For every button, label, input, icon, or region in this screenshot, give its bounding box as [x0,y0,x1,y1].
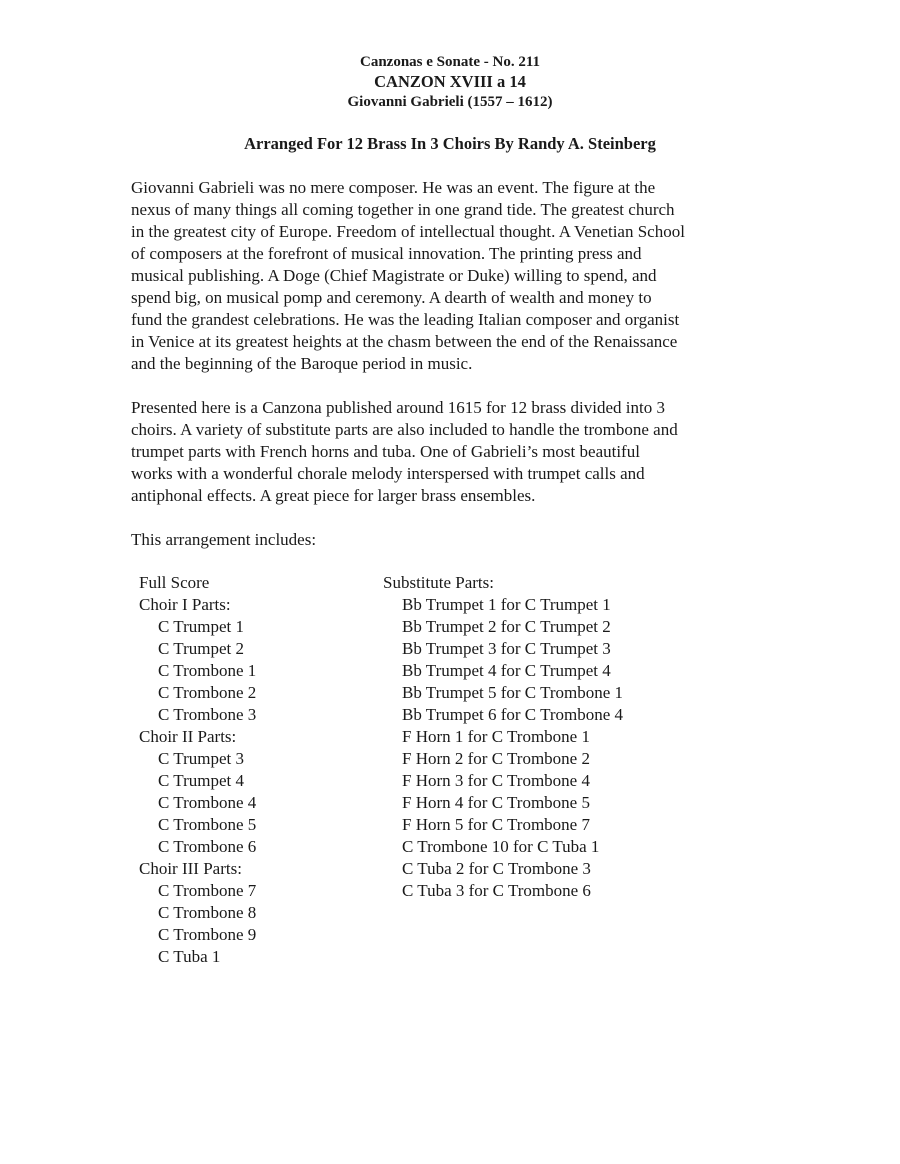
series-title: Canzonas e Sonate - No. 211 [359,54,540,70]
paragraph-line: spend big, on musical pomp and ceremony. A dearth of wealth and money to [131,288,652,307]
paragraph-line: of composers at the forefront of musical innovation. The printing press and [131,244,642,263]
paragraph-line: musical publishing. A Doge (Chief Magistrate or Duke) willing to spend, and [131,266,657,285]
substitute-part-item: Bb Trumpet 1 for C Trumpet 1 [402,595,611,614]
part-item: C Tuba 1 [158,947,221,966]
part-item: C Trombone 4 [158,793,257,812]
part-item: C Trumpet 3 [158,749,244,768]
arranger-line: Arranged For 12 Brass In 3 Choirs By Randy A. Steinberg [244,134,656,153]
paragraph-line: Giovanni Gabrieli was no mere composer. He was an event. The figure at the [131,178,656,197]
substitute-part-heading: Substitute Parts: [383,573,494,592]
substitute-part-item: F Horn 4 for C Trombone 5 [402,793,590,812]
part-item: C Trumpet 1 [158,617,244,636]
part-item: C Trombone 3 [158,705,257,724]
substitute-part-item: C Tuba 3 for C Trombone 6 [402,881,591,900]
substitute-part-item: F Horn 5 for C Trombone 7 [402,815,590,834]
substitute-part-item: F Horn 2 for C Trombone 2 [402,749,590,768]
part-item: C Trombone 6 [158,837,257,856]
paragraph-line: choirs. A variety of substitute parts are also included to handle the trombone and [131,420,678,439]
substitute-part-item: C Trombone 10 for C Tuba 1 [402,837,600,856]
intro-paragraph [131,177,771,375]
part-item: C Trumpet 2 [158,639,244,658]
substitute-part-item: Bb Trumpet 5 for C Trombone 1 [402,683,624,702]
part-item: C Trombone 5 [158,815,257,834]
paragraph-line: in Venice at its greatest heights at the chasm between the end of the Renaissance [131,332,678,351]
paragraph-line: trumpet parts with French horns and tuba. One of Gabrieli’s most beautiful [131,442,640,461]
part-item: C Trombone 1 [158,661,257,680]
substitute-part-item: F Horn 1 for C Trombone 1 [402,727,590,746]
substitute-part-item: C Tuba 2 for C Trombone 3 [402,859,591,878]
paragraph-line: nexus of many things all coming together in one grand tide. The greatest church [131,200,675,219]
part-heading: Choir III Parts: [139,859,242,878]
parts-list [139,572,359,968]
part-heading: Full Score [139,573,210,592]
substitute-part-item: Bb Trumpet 2 for C Trumpet 2 [402,617,611,636]
paragraph-line: fund the grandest celebrations. He was the leading Italian composer and organist [131,310,680,329]
substitute-part-item: Bb Trumpet 4 for C Trumpet 4 [402,661,611,680]
part-item: C Trombone 8 [158,903,257,922]
composer-line: Giovanni Gabrieli (1557 – 1612) [347,94,553,110]
part-item: C Trombone 7 [158,881,257,900]
part-heading: Choir I Parts: [139,595,231,614]
substitute-part-item: Bb Trumpet 3 for C Trumpet 3 [402,639,611,658]
header [0,52,900,112]
paragraph-line: works with a wonderful chorale melody interspersed with trumpet calls and [131,464,645,483]
substitute-part-item: F Horn 3 for C Trombone 4 [402,771,590,790]
part-item: C Trombone 2 [158,683,257,702]
piece-title: CANZON XVIII a 14 [374,72,526,91]
paragraph-line: and the beginning of the Baroque period in music. [131,354,473,373]
paragraph-line: antiphonal effects. A great piece for larger brass ensembles. [131,486,536,505]
part-heading: Choir II Parts: [139,727,237,746]
part-item: C Trombone 9 [158,925,257,944]
paragraph-line: Presented here is a Canzona published around 1615 for 12 brass divided into 3 [131,398,665,417]
description-paragraph [131,397,771,507]
substitute-part-item: Bb Trumpet 6 for C Trombone 4 [402,705,624,724]
part-item: C Trumpet 4 [158,771,244,790]
includes-label: This arrangement includes: [131,530,317,549]
paragraph-line: in the greatest city of Europe. Freedom of intellectual thought. A Venetian School [131,222,685,241]
substitute-parts-list [383,572,743,902]
